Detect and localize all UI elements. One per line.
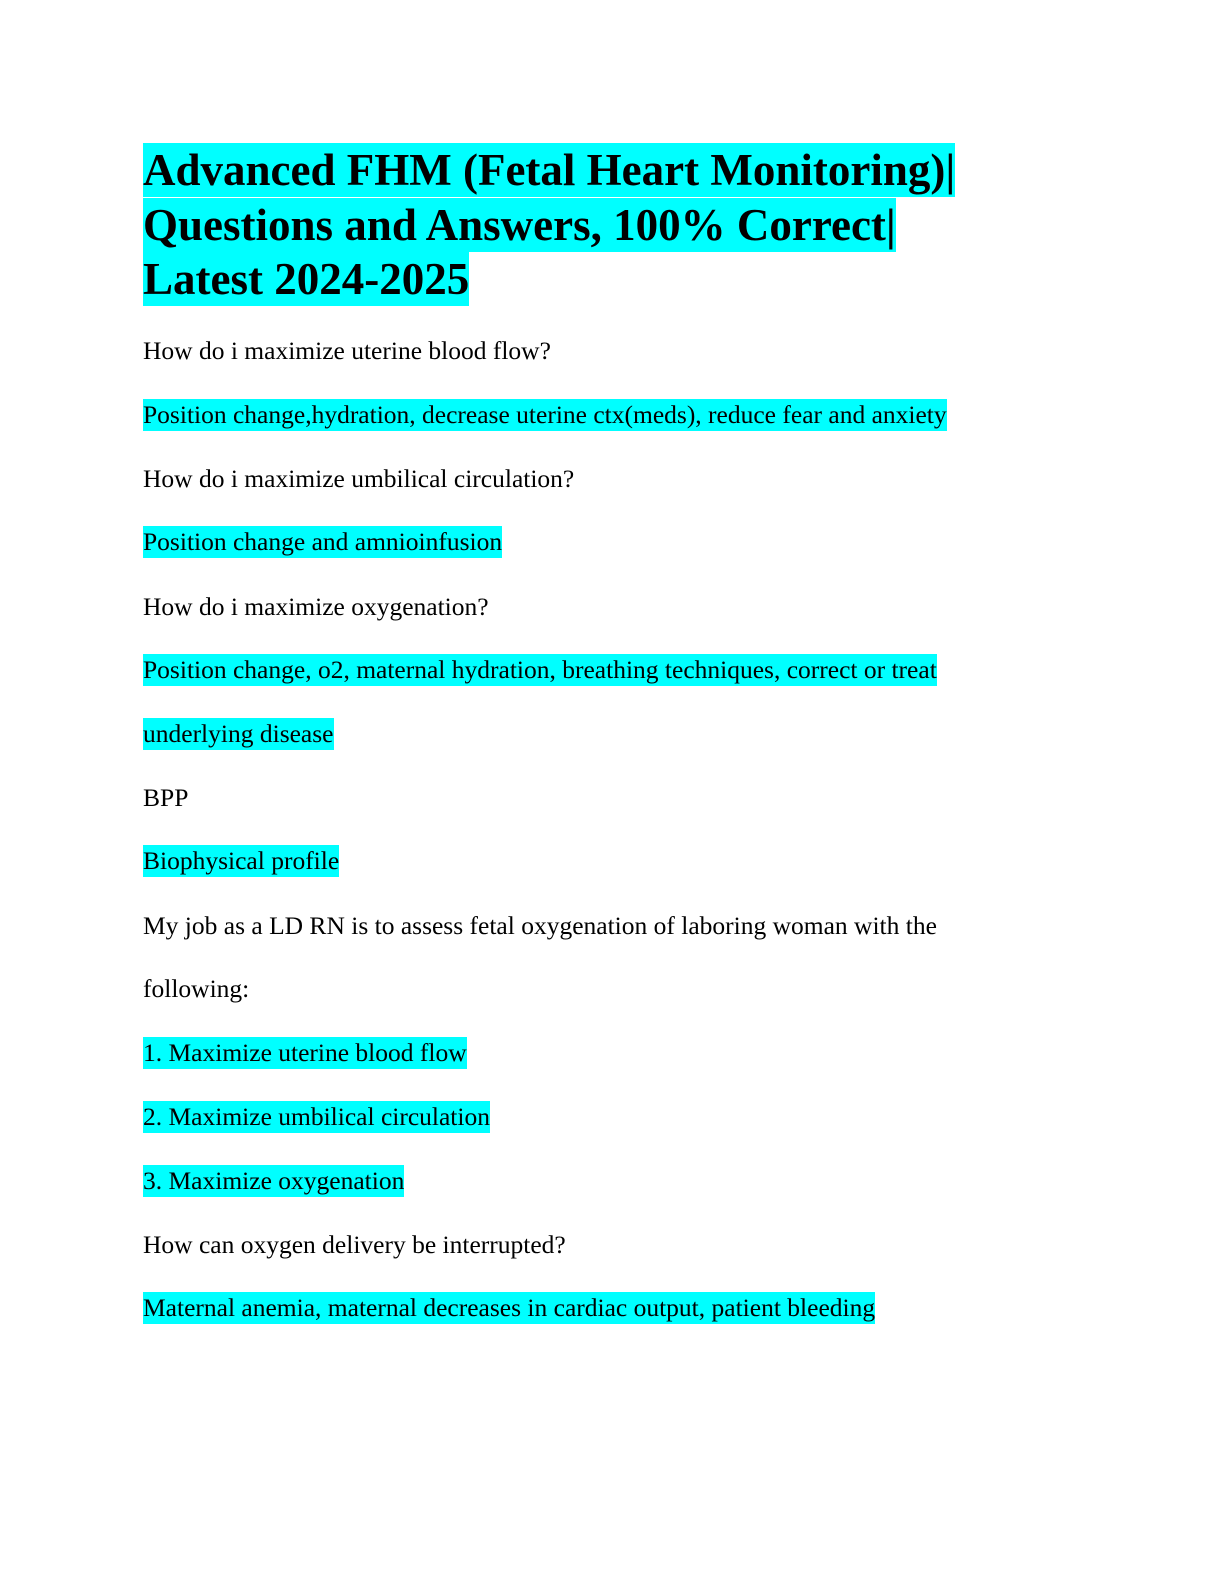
- question-line: My job as a LD RN is to assess fetal oxygenation of laboring woman with the: [143, 911, 937, 940]
- answer-line: Position change and amnioinfusion: [143, 527, 503, 556]
- answer-line: Maternal anemia, maternal decreases in cardiac output, patient bleeding: [143, 1293, 876, 1322]
- question-line: How do i maximize oxygenation?: [143, 592, 489, 621]
- answer-line: Position change, o2, maternal hydration, breathing techniques, correct or treat: [143, 655, 937, 684]
- question-line: following:: [143, 974, 250, 1003]
- question-line: How do i maximize umbilical circulation?: [143, 464, 575, 493]
- title-line-3: Latest 2024-2025: [143, 254, 470, 304]
- answer-line: Biophysical profile: [143, 846, 340, 875]
- answer-line: Position change,hydration, decrease uterine ctx(meds), reduce fear and anxiety: [143, 400, 947, 429]
- title-line-2: Questions and Answers, 100% Correct|: [143, 200, 896, 250]
- answer-line: underlying disease: [143, 719, 334, 748]
- question-line: How can oxygen delivery be interrupted?: [143, 1230, 566, 1259]
- answer-line: 3. Maximize oxygenation: [143, 1166, 405, 1195]
- answer-line: 1. Maximize uterine blood flow: [143, 1038, 467, 1067]
- question-line: BPP: [143, 783, 189, 812]
- title-line-1: Advanced FHM (Fetal Heart Monitoring)|: [143, 145, 956, 195]
- answer-line: 2. Maximize umbilical circulation: [143, 1102, 490, 1131]
- question-line: How do i maximize uterine blood flow?: [143, 336, 551, 365]
